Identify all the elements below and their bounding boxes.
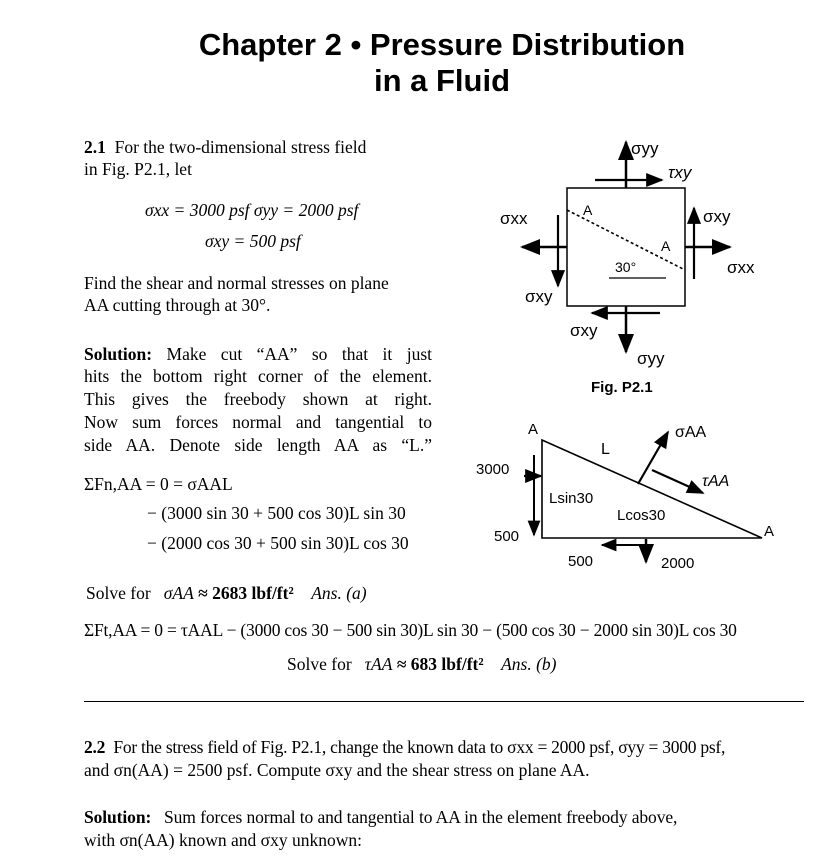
solution-line3: This gives the freebody shown at right. xyxy=(84,389,432,409)
problem-2-2-line2: and σn(AA) = 2500 psf. Compute σxy and the shear stress on plane AA. xyxy=(84,760,590,780)
problem-2-2-solution-line2: with σn(AA) known and σxy unknown: xyxy=(84,830,362,850)
answer-a-value: ≈ 2683 lbf/ft² xyxy=(198,583,294,603)
sigma-xy-label: σxy xyxy=(525,287,553,306)
figure-caption: Fig. P2.1 xyxy=(591,379,653,396)
answer-a-label: Ans. (a) xyxy=(311,583,367,603)
sigma-aa-symbol: σAA xyxy=(163,583,194,603)
tau-aa-arrow xyxy=(652,470,703,493)
sigma-xx-label: σxx xyxy=(500,209,528,228)
answer-b-value: ≈ 683 lbf/ft² xyxy=(396,654,484,674)
chapter-title-line2: in a Fluid xyxy=(373,63,511,98)
problem-2-2-solution-line1: Solution: Sum forces normal to and tangential to AA in the element freebody above, xyxy=(84,807,678,827)
solution-line2: hits the bottom right corner of the element. xyxy=(84,366,432,386)
point-a-label: A xyxy=(583,202,593,218)
given-stresses-line1: σxx = 3000 psf σyy = 2000 psf xyxy=(145,200,359,220)
solution-line5: side AA. Denote side length AA as “L.” xyxy=(84,435,432,455)
find-line2: AA cutting through at 30°. xyxy=(84,295,271,315)
find-line1: Find the shear and normal stresses on plane xyxy=(84,273,389,293)
freebody-diagram xyxy=(476,421,774,572)
sigma-yy-label: σyy xyxy=(637,349,665,368)
normal-force-eq-line2: − (3000 sin 30 + 500 cos 30)L sin 30 xyxy=(147,503,406,523)
tau-aa-symbol: τAA xyxy=(364,654,393,674)
problem-number: 2.1 xyxy=(84,137,106,157)
answer-b-label: Ans. (b) xyxy=(501,654,557,674)
force-3000-label: 3000 xyxy=(476,461,510,478)
tau-aa-label: τAA xyxy=(702,473,730,490)
tau-xy-label: τxy xyxy=(668,163,692,182)
problem-2-2-line1: 2.2 For the stress field of Fig. P2.1, change the known data to σxx = 2000 psf, σyy = 3000 psf, xyxy=(84,737,726,757)
sigma-aa-label: σAA xyxy=(675,424,707,441)
point-a-label: A xyxy=(528,421,539,438)
sigma-xx-label: σxx xyxy=(727,258,755,277)
solution-line1: Solution: Make cut “AA” so that it just xyxy=(84,344,432,364)
tangential-force-eq: ΣFt,AA = 0 = τAAL − (3000 cos 30 − 500 sin 30)L sin 30 − (500 cos 30 − 2000 sin 30)L cos 30 xyxy=(84,620,737,640)
answer-b-line: Solve for τAA ≈ 683 lbf/ft² Ans. (b) xyxy=(287,654,557,674)
figure-p2-1 xyxy=(500,139,755,396)
given-stresses-line2: σxy = 500 psf xyxy=(205,231,301,251)
solution-line4: Now sum forces normal and tangential to xyxy=(84,412,432,432)
lsin30-label: Lsin30 xyxy=(549,490,594,507)
sigma-yy-label: σyy xyxy=(631,139,659,158)
problem-number: 2.2 xyxy=(84,737,106,757)
normal-force-eq-line1: ΣFn,AA = 0 = σAAL xyxy=(84,474,233,494)
sigma-xy-label: σxy xyxy=(703,207,731,226)
solution-label: Solution: xyxy=(84,344,153,364)
side-length-label: L xyxy=(601,441,610,458)
answer-a-line: Solve for σAA ≈ 2683 lbf/ft² Ans. (a) xyxy=(86,583,367,603)
force-2000-label: 2000 xyxy=(661,555,695,572)
lcos30-label: Lcos30 xyxy=(617,507,666,524)
sigma-xy-label: σxy xyxy=(570,321,598,340)
point-a-label: A xyxy=(764,523,775,540)
chapter-title-line1: Chapter 2 • Pressure Distribution xyxy=(198,27,686,62)
angle-label: 30° xyxy=(615,259,637,275)
force-500-left-label: 500 xyxy=(494,528,520,545)
problem-2-1-intro-line1: 2.1 For the two-dimensional stress field xyxy=(84,137,367,157)
force-500-bottom-label: 500 xyxy=(568,553,594,570)
point-a-label: A xyxy=(661,238,671,254)
solution-label: Solution: xyxy=(84,807,152,827)
problem-2-1-intro-line2: in Fig. P2.1, let xyxy=(84,159,192,179)
normal-force-eq-line3: − (2000 cos 30 + 500 sin 30)L cos 30 xyxy=(147,533,409,553)
